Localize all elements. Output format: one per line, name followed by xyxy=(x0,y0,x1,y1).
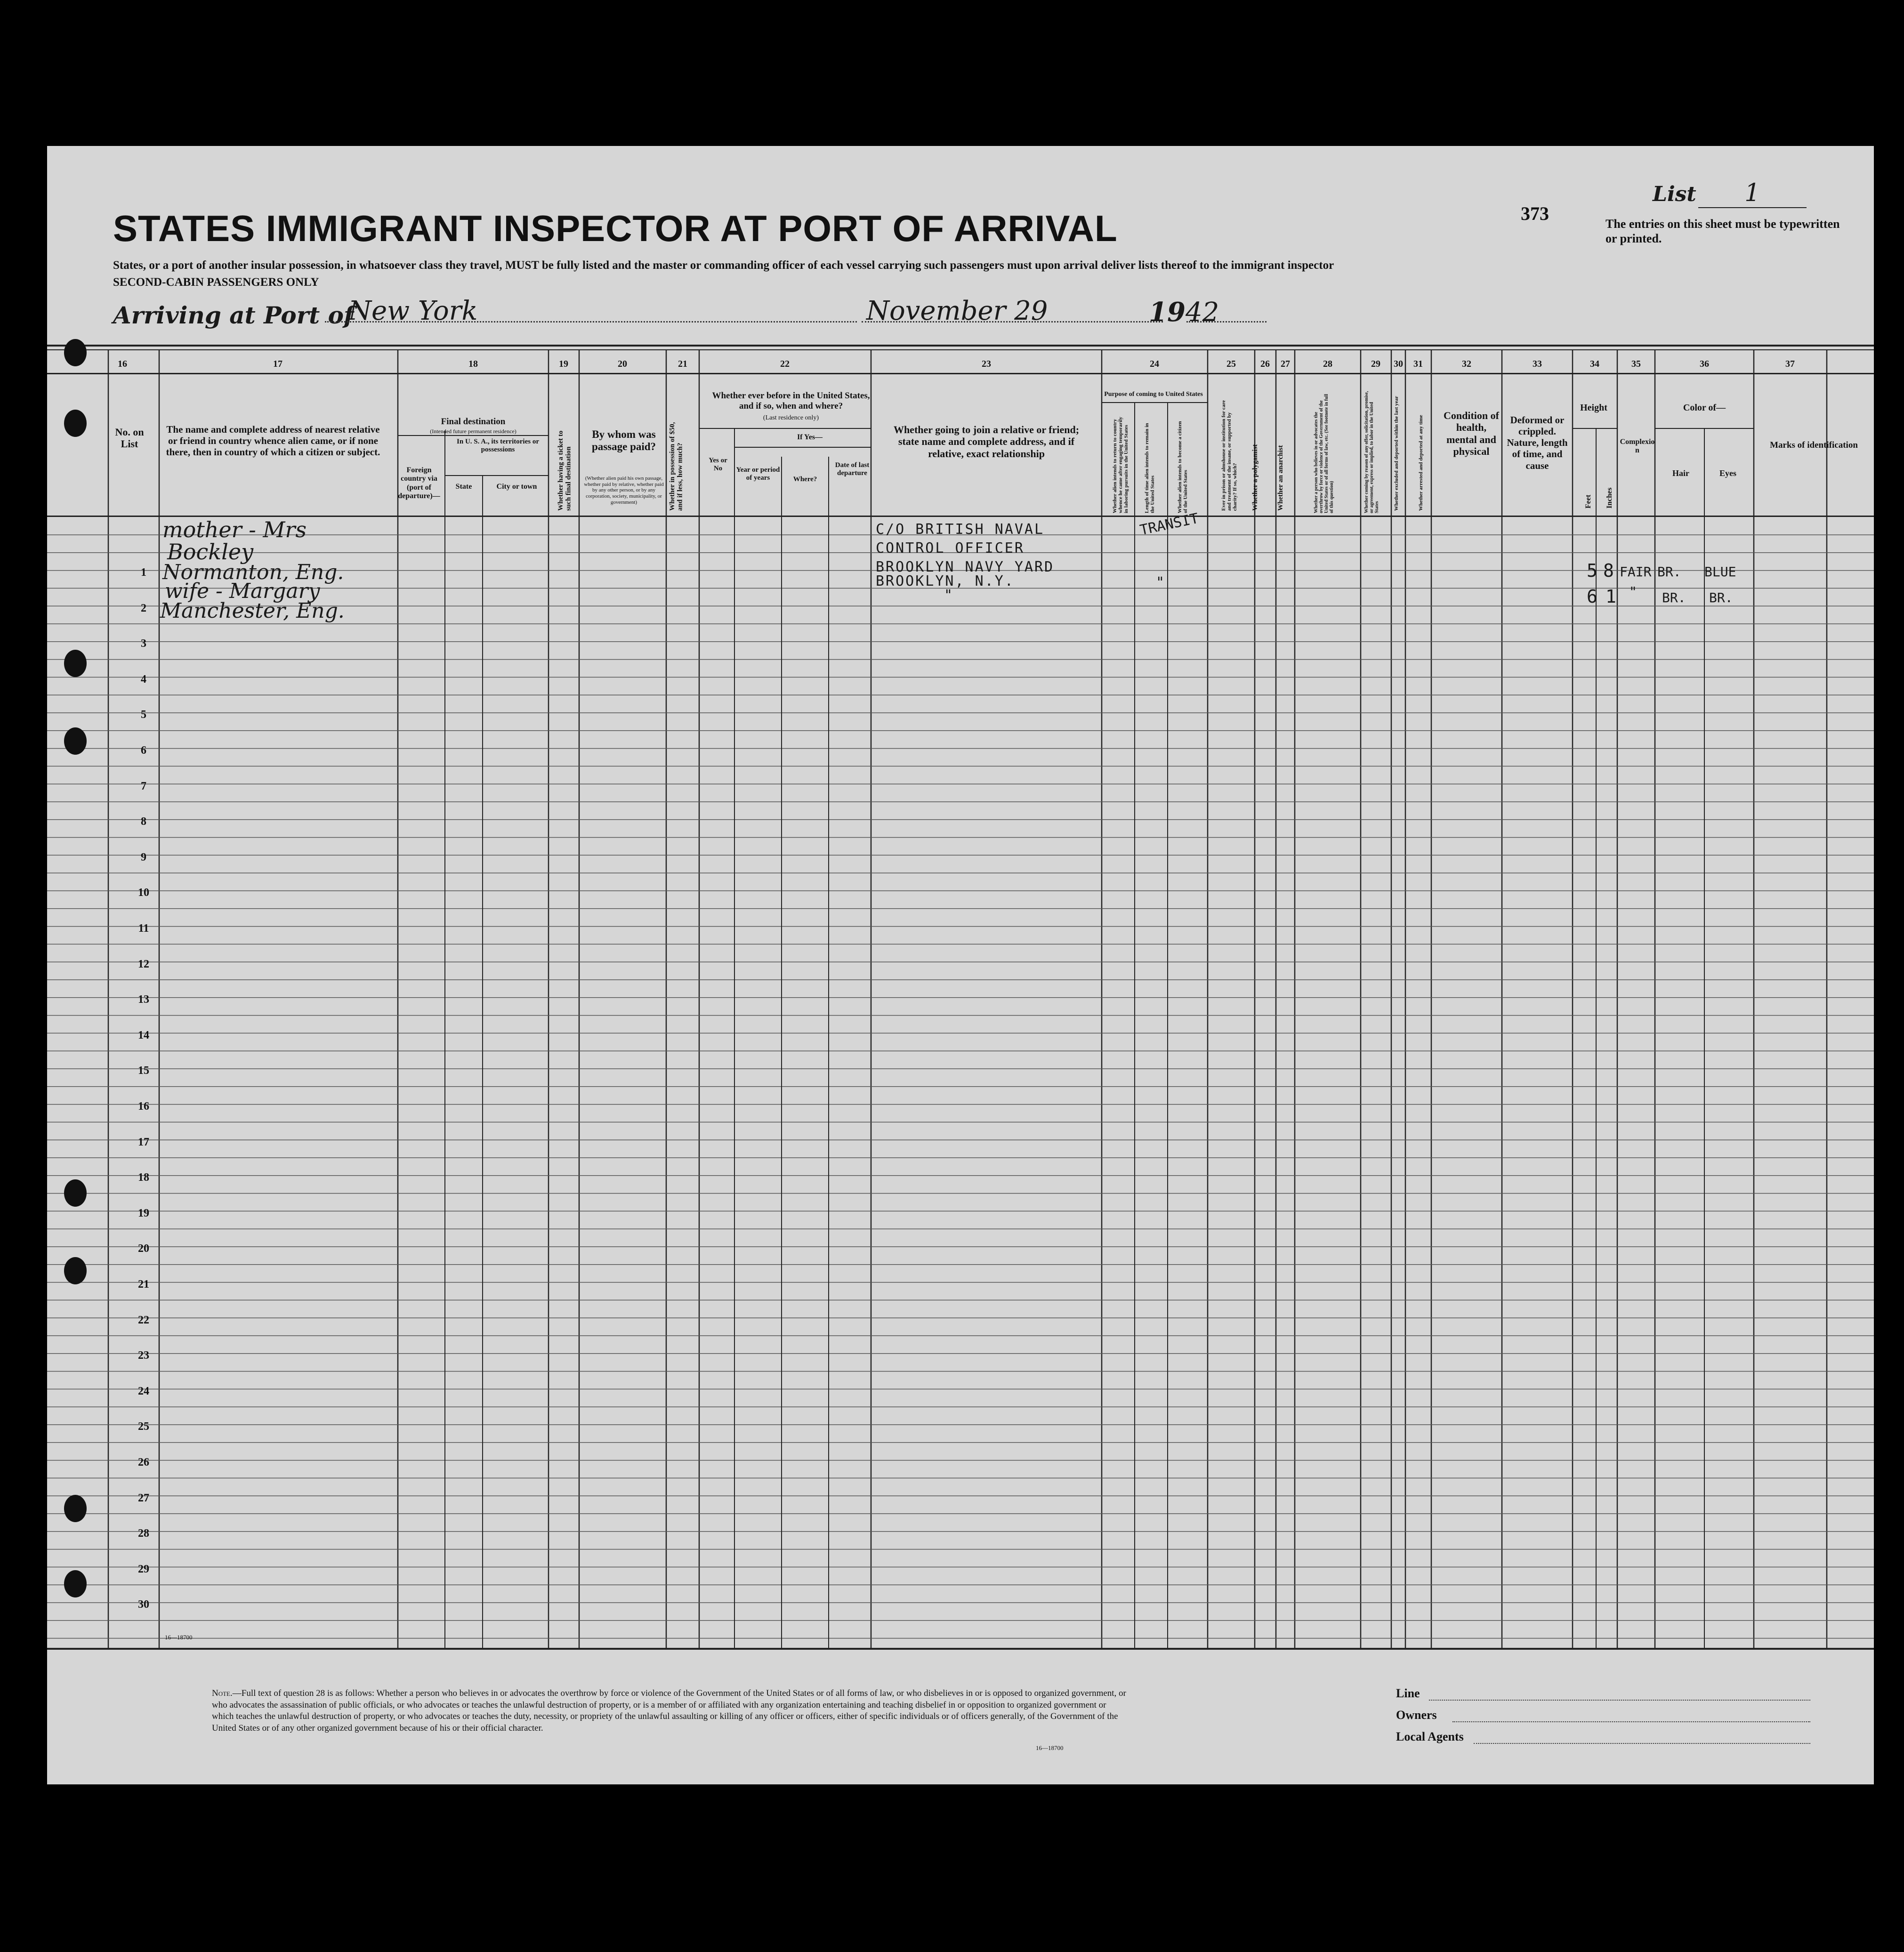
form-code-2: 16—18700 xyxy=(1036,1744,1064,1751)
column-number: 18 xyxy=(468,359,478,369)
arriving-month-day: November 29 xyxy=(866,296,1048,326)
column-number: 26 xyxy=(1260,359,1270,369)
relative-line-2: Bockley xyxy=(167,539,254,565)
hdr-deformed: Deformed or crippled. Nature, length of time, and cause xyxy=(1507,414,1568,471)
manifest-sheet xyxy=(47,146,1874,1784)
hdr-offer-labor: Whether coming by reason of any offer, solicitation, promise, or agreement, express or implied, to labor in the United States xyxy=(1364,391,1380,513)
hdr-year-period: Year or period of years xyxy=(736,466,780,482)
hdr-eyes: Eyes xyxy=(1719,468,1736,478)
row-number: 28 xyxy=(138,1527,149,1540)
hdr-color-of: Color of— xyxy=(1683,403,1726,413)
row-number: 17 xyxy=(138,1136,149,1148)
row2-complexion: " xyxy=(1629,584,1637,599)
hdr-city: City or town xyxy=(496,483,537,491)
hdr-purpose-citizen: Whether alien intends to become a citizen of the United States xyxy=(1177,421,1189,513)
hdr-ticket: Whether having a ticket to such final destination xyxy=(557,430,573,511)
row-number: 18 xyxy=(138,1171,149,1184)
column-number: 37 xyxy=(1785,359,1795,369)
relative-line-5: Manchester, Eng. xyxy=(160,599,345,623)
row-number: 10 xyxy=(138,887,149,899)
column-number: 25 xyxy=(1226,359,1236,369)
arriving-port: New York xyxy=(348,296,478,326)
row-number: 16 xyxy=(138,1100,149,1113)
hdr-prison: Ever in prison or almshouse or institution for care and treatment of the insane, or supported by charity? If so, which? xyxy=(1221,400,1238,511)
row-number: 9 xyxy=(141,851,146,863)
row-number: 2 xyxy=(141,602,146,614)
page-subtitle: States, or a port of another insular possession, in whatsoever class they travel, MUST be fully listed and the master or commanding officer of each vessel carrying such passengers must upon arrival deliver lists thereof to the immigrant inspector xyxy=(113,259,1334,272)
table-grid xyxy=(47,146,1874,1784)
relative-line-4: wife - Margary xyxy=(165,579,320,603)
column-number: 34 xyxy=(1590,359,1599,369)
row-number: 13 xyxy=(138,993,149,1006)
hdr-yes-no: Yes or No xyxy=(709,457,727,473)
hdr-polygamist: Whether a polygamist xyxy=(1251,444,1259,511)
column-number: 35 xyxy=(1631,359,1641,369)
hdr-feet: Feet xyxy=(1584,494,1592,508)
relative-line-3: Normanton, Eng. xyxy=(162,560,344,584)
page-number: 373 xyxy=(1521,203,1549,224)
column-number: 24 xyxy=(1150,359,1159,369)
hdr-marks: Marks of identification xyxy=(1770,440,1858,450)
column-number: 22 xyxy=(780,359,790,369)
page-title: STATES IMMIGRANT INSPECTOR AT PORT OF ARRIVAL xyxy=(113,208,1118,249)
footnote-label: Note. xyxy=(212,1688,233,1698)
row2-eyes: BR. xyxy=(1709,590,1733,605)
column-number: 29 xyxy=(1371,359,1380,369)
hdr-usa: In U. S. A., its territories or possessions xyxy=(457,438,539,454)
binder-hole xyxy=(64,1570,87,1597)
join-line-3: BROOKLYN NAVY YARD xyxy=(876,559,1055,575)
row-number: 6 xyxy=(141,744,146,757)
binder-hole xyxy=(64,1495,87,1522)
column-number: 17 xyxy=(273,359,282,369)
row-number: 27 xyxy=(138,1492,149,1504)
hdr-anarchist: Whether an anarchist xyxy=(1277,445,1284,511)
row-number: 1 xyxy=(141,566,146,579)
row-number: 21 xyxy=(138,1278,149,1291)
hdr-final-destination-sub: (Intended future permanent residence) xyxy=(430,428,516,435)
row-number: 7 xyxy=(141,780,146,792)
row-number: 8 xyxy=(141,815,146,828)
hdr-ever-before: Whether ever before in the United States, and if so, when and where? xyxy=(712,391,870,411)
hdr-state: State xyxy=(455,483,472,491)
footnote xyxy=(212,1688,1130,1734)
hdr-date-departure: Date of last departure xyxy=(835,461,870,477)
sig-agents-rule xyxy=(1474,1743,1810,1744)
binder-hole xyxy=(64,650,87,677)
hdr-purpose-length: Length of time alien intends to remain in the United States xyxy=(1144,423,1156,513)
column-number: 16 xyxy=(118,359,127,369)
hdr-height: Height xyxy=(1580,403,1607,413)
hdr-passage-paid-sub: (Whether alien paid his own passage, whether paid by relative, whether paid by any other person, or by any corporation, society, municipality, or government) xyxy=(584,476,664,505)
hdr-purpose-return: Whether alien intends to return to country whence he came after engaging temporarily in laboring pursuits in the United States xyxy=(1112,417,1129,513)
join-line-5: " xyxy=(944,587,953,604)
hdr-health: Condition of health, mental and physical xyxy=(1444,410,1499,457)
hdr-where: Where? xyxy=(793,476,817,483)
column-number: 28 xyxy=(1323,359,1332,369)
row-number: 26 xyxy=(138,1456,149,1468)
list-value: 1 xyxy=(1698,179,1807,208)
row-number: 4 xyxy=(141,673,146,686)
join-line-4: BROOKLYN, N.Y. xyxy=(876,573,1015,589)
binder-hole xyxy=(64,727,87,755)
hdr-complexion: Complexion xyxy=(1620,438,1655,455)
class-line: SECOND-CABIN PASSENGERS ONLY xyxy=(113,276,319,289)
column-number: 20 xyxy=(618,359,627,369)
row-number: 12 xyxy=(138,958,149,970)
entries-note: The entries on this sheet must be typewritten or printed. xyxy=(1605,217,1840,246)
row1-inches: 8 xyxy=(1603,560,1614,581)
column-number: 33 xyxy=(1533,359,1542,369)
row-number: 22 xyxy=(138,1314,149,1326)
hdr-if-yes: If Yes— xyxy=(797,433,823,441)
row-number: 23 xyxy=(138,1349,149,1362)
sig-line-rule xyxy=(1429,1700,1810,1701)
hdr-arrested: Whether arrested and deported at any time xyxy=(1418,415,1424,511)
hdr-inches: Inches xyxy=(1605,487,1614,508)
row-number: 5 xyxy=(141,709,146,721)
row-number: 30 xyxy=(138,1598,149,1611)
row1-complexion: FAIR xyxy=(1620,564,1652,580)
hdr-excluded: Whether excluded and deported within the last year xyxy=(1394,396,1399,511)
sig-agents-label: Local Agents xyxy=(1396,1730,1464,1743)
hdr-foreign-country: Foreign country via (port of departure)— xyxy=(398,466,440,500)
hdr-question-28: Whether a person who believes in or advocates the overthrow by force or violence of the Government of the United States or of all forms of law, etc. (See footnote in full of this question) xyxy=(1314,394,1334,513)
column-number: 36 xyxy=(1700,359,1709,369)
purpose-row-2: " xyxy=(1156,574,1165,591)
year-prefix: 19 xyxy=(1149,297,1186,328)
hdr-hair: Hair xyxy=(1672,468,1689,478)
arriving-label: Arriving at Port of xyxy=(113,301,354,329)
sig-owners-label: Owners xyxy=(1396,1708,1437,1722)
row-number: 14 xyxy=(138,1029,149,1041)
row-number: 24 xyxy=(138,1385,149,1397)
footnote-text: —Full text of question 28 is as follows: Whether a person who believes in or advocates the overthrow by force or violence of the Government of the United States or of all forms of law, or who disbelieves in or is opposed to organized government, or who advocates the assassination of public officials, or who advocates or teaches the unlawful destruction of property, or is a member of or affiliated with any organization entertaining and teaching disbelief in or opposition to organized government or which teaches the unlawful destruction of property, or who advocates or teaches the duty, necessity, or propriety of the unlawful assaulting or killing of any officer or officers, either of specific individuals or of officers generally, of the Government of the United States or of any other organized government because of his or their official character. xyxy=(212,1688,1126,1734)
row-number: 25 xyxy=(138,1420,149,1433)
row-number: 20 xyxy=(138,1242,149,1255)
column-number: 21 xyxy=(678,359,687,369)
list-label: List xyxy=(1653,182,1696,206)
row-number: 29 xyxy=(138,1563,149,1575)
purpose-row-1: TRANSIT xyxy=(1138,510,1200,539)
binder-hole xyxy=(64,1179,87,1207)
row2-hair: BR. xyxy=(1662,590,1686,605)
row2-inches: 1 xyxy=(1605,586,1616,607)
hdr-fifty-dollars: Whether in possession of $50, and if less, how much? xyxy=(669,422,684,511)
hdr-no-on-list: No. on List xyxy=(115,426,144,450)
column-number: 31 xyxy=(1413,359,1423,369)
join-line-2: CONTROL OFFICER xyxy=(876,540,1025,557)
form-code-1: 16—18700 xyxy=(165,1634,193,1641)
year-suffix: 42 xyxy=(1185,297,1219,328)
row-number: 19 xyxy=(138,1207,149,1219)
relative-line-1: mother - Mrs xyxy=(162,517,307,542)
column-number: 23 xyxy=(982,359,991,369)
binder-hole xyxy=(64,1257,87,1284)
column-number: 19 xyxy=(559,359,568,369)
row1-feet: 5 xyxy=(1587,560,1597,581)
sig-owners-rule xyxy=(1452,1721,1810,1722)
hdr-relative: The name and complete address of nearest relative or friend in country whence alien came, or if none there, then in country of which a citizen or subject. xyxy=(166,424,380,458)
column-number: 27 xyxy=(1281,359,1290,369)
binder-hole xyxy=(64,339,87,366)
hdr-join-relative: Whether going to join a relative or friend; state name and complete address, and if relative, exact relationship xyxy=(893,424,1080,460)
sig-line-label: Line xyxy=(1396,1686,1420,1700)
hdr-passage-paid: By whom was passage paid? xyxy=(591,428,656,453)
hdr-ever-before-sub: (Last residence only) xyxy=(763,414,819,421)
binder-hole xyxy=(64,410,87,437)
row-number: 15 xyxy=(138,1065,149,1077)
row1-eyes: BLUE xyxy=(1704,564,1736,580)
column-number: 30 xyxy=(1394,359,1403,369)
row1-hair: BR. xyxy=(1657,564,1681,580)
row2-feet: 6 xyxy=(1587,586,1597,607)
join-line-1: C/O BRITISH NAVAL xyxy=(876,521,1045,538)
hdr-purpose: Purpose of coming to United States xyxy=(1104,391,1203,398)
row-number: 11 xyxy=(138,922,149,935)
column-number: 32 xyxy=(1462,359,1471,369)
row-number: 3 xyxy=(141,637,146,650)
hdr-final-destination: Final destination xyxy=(441,417,506,427)
